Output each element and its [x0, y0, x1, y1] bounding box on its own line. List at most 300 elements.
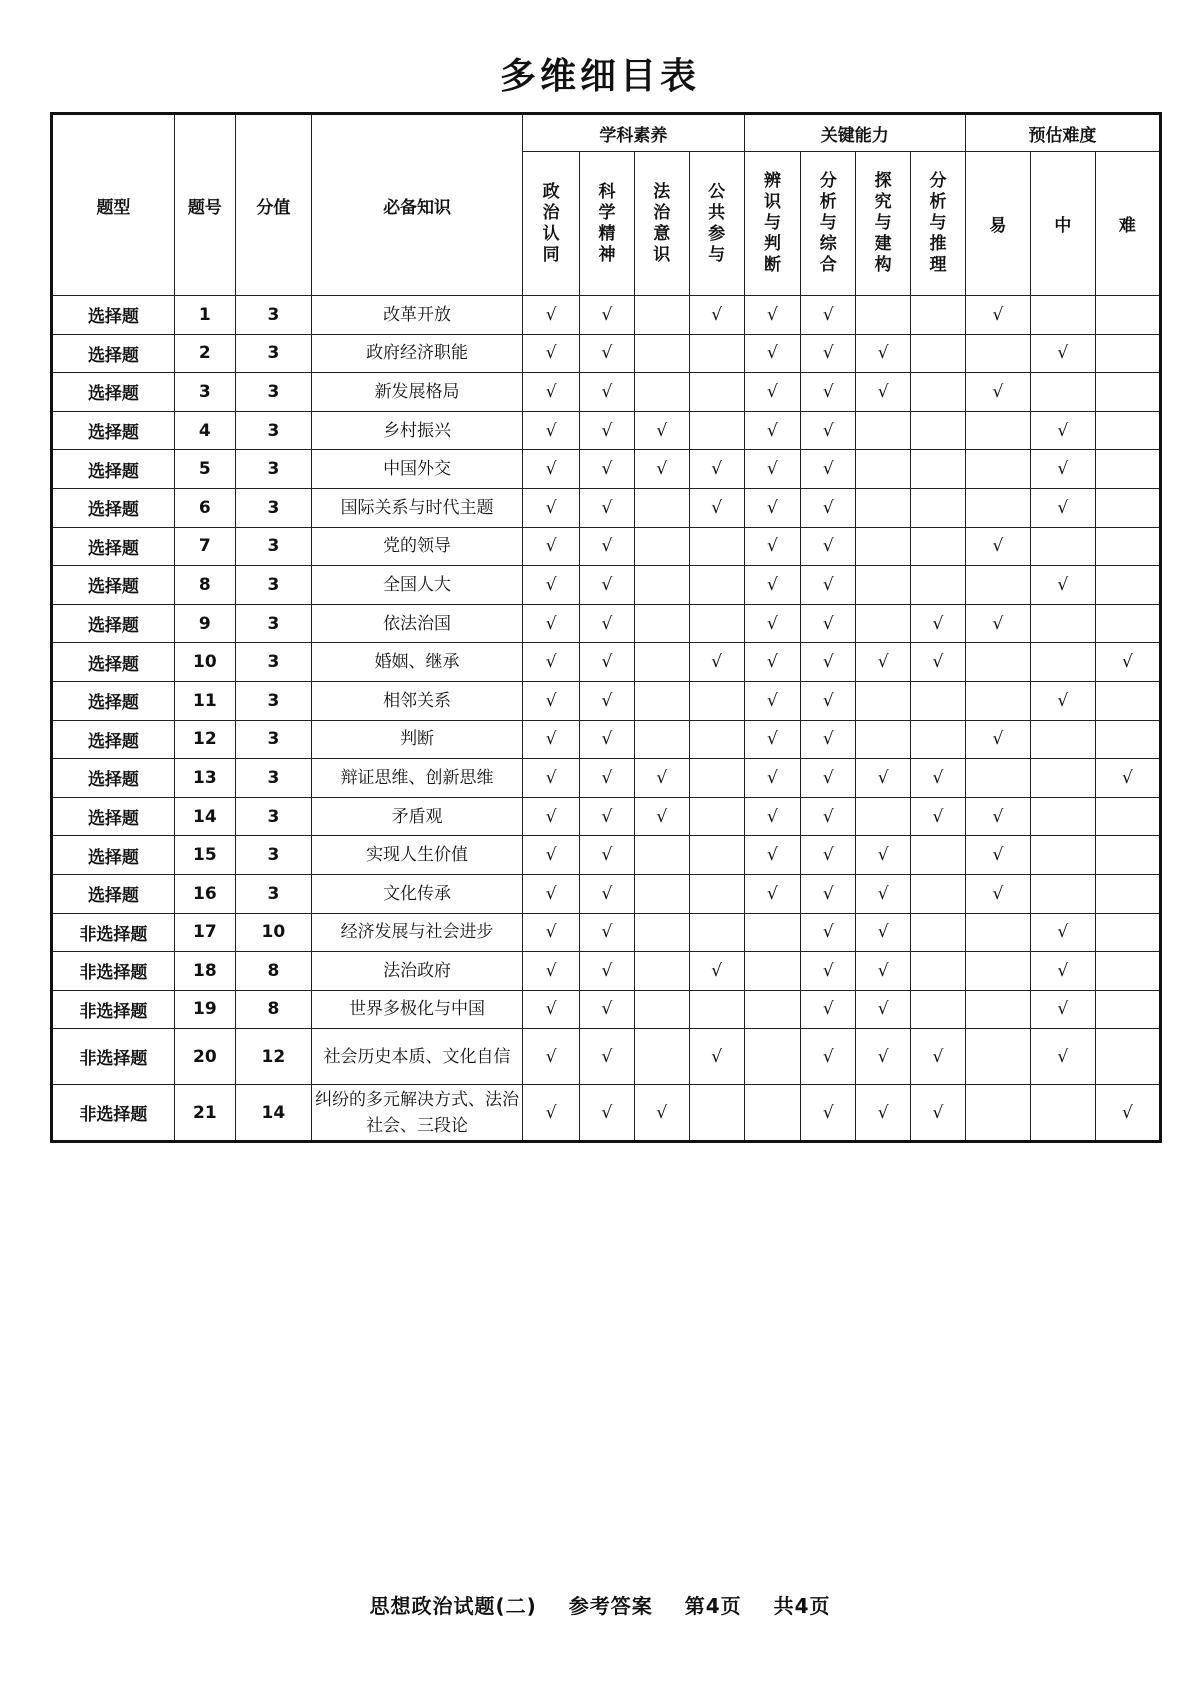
identify-judge-cell	[744, 488, 801, 527]
check-mark: √	[992, 381, 1004, 402]
check-mark: √	[877, 999, 889, 1020]
analyze-synthesize-cell	[801, 797, 856, 836]
public-participation-cell	[689, 566, 744, 605]
easy-cell	[965, 797, 1030, 836]
knowledge-cell: 政府经济职能	[311, 334, 522, 373]
hard-cell	[1095, 1085, 1160, 1142]
analyze-synthesize-cell	[801, 604, 856, 643]
analyze-synthesize-cell	[801, 720, 856, 759]
score-cell: 3	[235, 334, 311, 373]
easy-cell	[965, 913, 1030, 952]
explore-construct-cell	[856, 681, 911, 720]
analyze-synthesize-cell	[801, 527, 856, 566]
scientific-spirit-cell	[580, 604, 635, 643]
check-mark: √	[601, 343, 613, 364]
identify-judge-cell	[744, 296, 801, 335]
analyze-reason-cell	[911, 1029, 966, 1085]
question-number-cell: 6	[174, 488, 235, 527]
table-row	[52, 913, 1161, 952]
score-cell: 3	[235, 527, 311, 566]
analyze-synthesize-cell	[801, 411, 856, 450]
scientific-spirit-cell	[580, 681, 635, 720]
check-mark: √	[822, 613, 834, 634]
check-mark: √	[767, 883, 778, 904]
check-mark: √	[711, 652, 723, 673]
hard-cell	[1095, 604, 1160, 643]
header-hard: 难	[1095, 152, 1160, 296]
table-row	[52, 836, 1161, 875]
question-type-cell: 选择题	[52, 720, 175, 759]
legal-awareness-cell	[634, 759, 689, 798]
check-mark: √	[822, 999, 834, 1020]
question-type-cell: 选择题	[52, 527, 175, 566]
scientific-spirit-cell	[580, 990, 635, 1029]
check-mark: √	[932, 806, 944, 827]
political-identity-cell	[523, 681, 580, 720]
table-row	[52, 373, 1161, 412]
public-participation-cell	[689, 604, 744, 643]
check-mark: √	[545, 343, 557, 364]
score-cell: 3	[235, 411, 311, 450]
knowledge-cell: 依法治国	[311, 604, 522, 643]
legal-awareness-cell	[634, 296, 689, 335]
check-mark: √	[1057, 459, 1069, 480]
analyze-synthesize-cell	[801, 296, 856, 335]
political-identity-cell	[523, 720, 580, 759]
medium-cell	[1030, 1085, 1095, 1142]
check-mark: √	[877, 1102, 889, 1123]
explore-construct-cell	[856, 990, 911, 1029]
easy-cell	[965, 720, 1030, 759]
hard-cell	[1095, 797, 1160, 836]
score-cell: 3	[235, 874, 311, 913]
check-mark: √	[822, 536, 834, 557]
check-mark: √	[992, 806, 1004, 827]
knowledge-cell: 中国外交	[311, 450, 522, 489]
check-mark: √	[656, 806, 668, 827]
question-type-cell: 非选择题	[52, 990, 175, 1029]
public-participation-cell	[689, 411, 744, 450]
knowledge-cell: 经济发展与社会进步	[311, 913, 522, 952]
easy-cell	[965, 450, 1030, 489]
table-row	[52, 527, 1161, 566]
analyze-reason-cell	[911, 604, 966, 643]
check-mark: √	[877, 767, 889, 788]
question-type-cell: 选择题	[52, 488, 175, 527]
question-type-cell: 选择题	[52, 836, 175, 875]
easy-cell	[965, 488, 1030, 527]
check-mark: √	[822, 806, 834, 827]
check-mark: √	[601, 729, 613, 750]
question-number-cell: 20	[174, 1029, 235, 1085]
knowledge-cell: 改革开放	[311, 296, 522, 335]
header-analyze-reason: 分析与推理	[911, 152, 966, 296]
header-easy: 易	[965, 152, 1030, 296]
easy-cell	[965, 334, 1030, 373]
score-cell: 3	[235, 488, 311, 527]
check-mark: √	[601, 497, 613, 518]
check-mark: √	[767, 845, 778, 866]
hard-cell	[1095, 373, 1160, 412]
analyze-synthesize-cell	[801, 759, 856, 798]
header-public-participation: 公共参与	[689, 152, 744, 296]
check-mark: √	[601, 613, 613, 634]
medium-cell	[1030, 296, 1095, 335]
hard-cell	[1095, 952, 1160, 991]
question-type-cell: 选择题	[52, 874, 175, 913]
scientific-spirit-cell	[580, 759, 635, 798]
public-participation-cell	[689, 952, 744, 991]
political-identity-cell	[523, 450, 580, 489]
medium-cell	[1030, 681, 1095, 720]
explore-construct-cell	[856, 913, 911, 952]
check-mark: √	[767, 459, 778, 480]
hard-cell	[1095, 990, 1160, 1029]
check-mark: √	[545, 767, 557, 788]
scientific-spirit-cell	[580, 566, 635, 605]
legal-awareness-cell	[634, 566, 689, 605]
explore-construct-cell	[856, 373, 911, 412]
check-mark: √	[822, 767, 834, 788]
political-identity-cell	[523, 334, 580, 373]
legal-awareness-cell	[634, 527, 689, 566]
political-identity-cell	[523, 296, 580, 335]
check-mark: √	[601, 1102, 613, 1123]
check-mark: √	[877, 343, 889, 364]
analyze-reason-cell	[911, 836, 966, 875]
check-mark: √	[767, 304, 778, 325]
check-mark: √	[767, 497, 778, 518]
analyze-reason-cell	[911, 411, 966, 450]
score-cell: 3	[235, 566, 311, 605]
analyze-synthesize-cell	[801, 488, 856, 527]
check-mark: √	[822, 729, 834, 750]
analyze-reason-cell	[911, 952, 966, 991]
check-mark: √	[992, 729, 1004, 750]
question-type-cell: 选择题	[52, 643, 175, 682]
check-mark: √	[601, 304, 613, 325]
easy-cell	[965, 643, 1030, 682]
check-mark: √	[601, 1046, 613, 1067]
hard-cell	[1095, 1029, 1160, 1085]
score-cell: 3	[235, 720, 311, 759]
public-participation-cell	[689, 913, 744, 952]
analyze-reason-cell	[911, 990, 966, 1029]
hard-cell	[1095, 874, 1160, 913]
check-mark: √	[656, 459, 668, 480]
identify-judge-cell	[744, 681, 801, 720]
medium-cell	[1030, 952, 1095, 991]
analyze-synthesize-cell	[801, 874, 856, 913]
knowledge-cell: 社会历史本质、文化自信	[311, 1029, 522, 1085]
public-participation-cell	[689, 836, 744, 875]
public-participation-cell	[689, 296, 744, 335]
check-mark: √	[601, 574, 613, 595]
check-mark: √	[711, 1046, 723, 1067]
question-number-cell: 14	[174, 797, 235, 836]
question-type-cell: 选择题	[52, 681, 175, 720]
check-mark: √	[932, 1046, 944, 1067]
explore-construct-cell	[856, 952, 911, 991]
hard-cell	[1095, 681, 1160, 720]
identify-judge-cell	[744, 643, 801, 682]
header-score: 分值	[235, 114, 311, 296]
identify-judge-cell	[744, 373, 801, 412]
knowledge-cell: 纠纷的多元解决方式、法治社会、三段论	[311, 1085, 522, 1142]
knowledge-cell: 党的领导	[311, 527, 522, 566]
public-participation-cell	[689, 797, 744, 836]
footer-subject: 思想政治试题(二)	[369, 1594, 537, 1618]
political-identity-cell	[523, 604, 580, 643]
check-mark: √	[545, 1102, 557, 1123]
footer-page: 第4页	[684, 1594, 742, 1618]
medium-cell	[1030, 913, 1095, 952]
political-identity-cell	[523, 1085, 580, 1142]
check-mark: √	[877, 1046, 889, 1067]
page-title: 多维细目表	[499, 56, 700, 97]
check-mark: √	[545, 420, 557, 441]
question-number-cell: 19	[174, 990, 235, 1029]
political-identity-cell	[523, 643, 580, 682]
explore-construct-cell	[856, 720, 911, 759]
check-mark: √	[877, 960, 889, 981]
identify-judge-cell	[744, 334, 801, 373]
check-mark: √	[767, 767, 778, 788]
check-mark: √	[822, 690, 834, 711]
public-participation-cell	[689, 1029, 744, 1085]
legal-awareness-cell	[634, 488, 689, 527]
check-mark: √	[656, 420, 668, 441]
political-identity-cell	[523, 1029, 580, 1085]
check-mark: √	[545, 729, 557, 750]
scientific-spirit-cell	[580, 836, 635, 875]
check-mark: √	[932, 613, 944, 634]
header-knowledge: 必备知识	[311, 114, 522, 296]
hard-cell	[1095, 759, 1160, 798]
check-mark: √	[545, 613, 557, 634]
score-cell: 3	[235, 643, 311, 682]
identify-judge-cell	[744, 604, 801, 643]
table-row	[52, 643, 1161, 682]
political-identity-cell	[523, 874, 580, 913]
analyze-reason-cell	[911, 450, 966, 489]
check-mark: √	[545, 806, 557, 827]
check-mark: √	[545, 652, 557, 673]
check-mark: √	[767, 652, 778, 673]
easy-cell	[965, 1029, 1030, 1085]
check-mark: √	[992, 304, 1004, 325]
check-mark: √	[1057, 574, 1069, 595]
hard-cell	[1095, 720, 1160, 759]
easy-cell	[965, 874, 1030, 913]
check-mark: √	[601, 420, 613, 441]
score-cell: 14	[235, 1085, 311, 1142]
check-mark: √	[1057, 999, 1069, 1020]
easy-cell	[965, 759, 1030, 798]
check-mark: √	[1057, 497, 1069, 518]
check-mark: √	[711, 960, 723, 981]
public-participation-cell	[689, 643, 744, 682]
hard-cell	[1095, 411, 1160, 450]
question-type-cell: 选择题	[52, 373, 175, 412]
check-mark: √	[822, 574, 834, 595]
check-mark: √	[767, 574, 778, 595]
check-mark: √	[545, 960, 557, 981]
score-cell: 3	[235, 836, 311, 875]
header-legal-awareness: 法治意识	[634, 152, 689, 296]
legal-awareness-cell	[634, 1085, 689, 1142]
score-cell: 3	[235, 373, 311, 412]
table-row	[52, 1029, 1161, 1085]
check-mark: √	[601, 459, 613, 480]
legal-awareness-cell	[634, 836, 689, 875]
table-row	[52, 681, 1161, 720]
identify-judge-cell	[744, 759, 801, 798]
political-identity-cell	[523, 566, 580, 605]
check-mark: √	[992, 845, 1004, 866]
hard-cell	[1095, 450, 1160, 489]
medium-cell	[1030, 566, 1095, 605]
check-mark: √	[545, 536, 557, 557]
check-mark: √	[932, 1102, 944, 1123]
political-identity-cell	[523, 797, 580, 836]
check-mark: √	[545, 497, 557, 518]
explore-construct-cell	[856, 334, 911, 373]
header-group-row	[52, 114, 1161, 152]
table-row	[52, 797, 1161, 836]
easy-cell	[965, 411, 1030, 450]
public-participation-cell	[689, 1085, 744, 1142]
check-mark: √	[1057, 420, 1069, 441]
easy-cell	[965, 604, 1030, 643]
scientific-spirit-cell	[580, 720, 635, 759]
explore-construct-cell	[856, 566, 911, 605]
check-mark: √	[1057, 690, 1069, 711]
check-mark: √	[711, 497, 723, 518]
political-identity-cell	[523, 836, 580, 875]
check-mark: √	[545, 304, 557, 325]
medium-cell	[1030, 488, 1095, 527]
question-type-cell: 选择题	[52, 759, 175, 798]
medium-cell	[1030, 450, 1095, 489]
scientific-spirit-cell	[580, 373, 635, 412]
check-mark: √	[822, 1102, 834, 1123]
score-cell: 3	[235, 759, 311, 798]
table-row	[52, 604, 1161, 643]
score-cell: 3	[235, 797, 311, 836]
question-type-cell: 选择题	[52, 450, 175, 489]
score-cell: 10	[235, 913, 311, 952]
scientific-spirit-cell	[580, 643, 635, 682]
check-mark: √	[656, 767, 668, 788]
medium-cell	[1030, 373, 1095, 412]
question-number-cell: 21	[174, 1085, 235, 1142]
question-type-cell: 选择题	[52, 296, 175, 335]
analyze-reason-cell	[911, 759, 966, 798]
identify-judge-cell	[744, 527, 801, 566]
knowledge-cell: 实现人生价值	[311, 836, 522, 875]
explore-construct-cell	[856, 759, 911, 798]
table-row	[52, 296, 1161, 335]
check-mark: √	[767, 420, 778, 441]
header-type: 题型	[52, 114, 175, 296]
hard-cell	[1095, 913, 1160, 952]
analyze-reason-cell	[911, 874, 966, 913]
score-cell: 3	[235, 296, 311, 335]
knowledge-cell: 乡村振兴	[311, 411, 522, 450]
analyze-reason-cell	[911, 681, 966, 720]
medium-cell	[1030, 990, 1095, 1029]
identify-judge-cell	[744, 1029, 801, 1085]
public-participation-cell	[689, 450, 744, 489]
check-mark: √	[822, 960, 834, 981]
table-row	[52, 952, 1161, 991]
table-row	[52, 874, 1161, 913]
public-participation-cell	[689, 681, 744, 720]
check-mark: √	[1057, 922, 1069, 943]
explore-construct-cell	[856, 450, 911, 489]
medium-cell	[1030, 334, 1095, 373]
score-cell: 8	[235, 952, 311, 991]
analyze-synthesize-cell	[801, 990, 856, 1029]
check-mark: √	[822, 381, 834, 402]
header-group-ability: 关键能力	[744, 114, 965, 152]
explore-construct-cell	[856, 296, 911, 335]
table-row	[52, 759, 1161, 798]
scientific-spirit-cell	[580, 952, 635, 991]
table-row	[52, 411, 1161, 450]
easy-cell	[965, 566, 1030, 605]
check-mark: √	[822, 883, 834, 904]
hard-cell	[1095, 527, 1160, 566]
check-mark: √	[822, 922, 834, 943]
public-participation-cell	[689, 373, 744, 412]
question-type-cell: 选择题	[52, 604, 175, 643]
explore-construct-cell	[856, 874, 911, 913]
easy-cell	[965, 296, 1030, 335]
scientific-spirit-cell	[580, 488, 635, 527]
header-group-literacy: 学科素养	[523, 114, 744, 152]
check-mark: √	[1057, 960, 1069, 981]
check-mark: √	[822, 343, 834, 364]
check-mark: √	[601, 960, 613, 981]
legal-awareness-cell	[634, 990, 689, 1029]
score-cell: 3	[235, 604, 311, 643]
knowledge-cell: 法治政府	[311, 952, 522, 991]
legal-awareness-cell	[634, 681, 689, 720]
hard-cell	[1095, 836, 1160, 875]
check-mark: √	[656, 1102, 668, 1123]
check-mark: √	[1057, 1046, 1069, 1067]
analyze-reason-cell	[911, 913, 966, 952]
explore-construct-cell	[856, 797, 911, 836]
knowledge-cell: 新发展格局	[311, 373, 522, 412]
medium-cell	[1030, 604, 1095, 643]
check-mark: √	[711, 304, 723, 325]
legal-awareness-cell	[634, 952, 689, 991]
check-mark: √	[545, 690, 557, 711]
header-num: 题号	[174, 114, 235, 296]
analyze-reason-cell	[911, 720, 966, 759]
public-participation-cell	[689, 334, 744, 373]
knowledge-cell: 国际关系与时代主题	[311, 488, 522, 527]
easy-cell	[965, 1085, 1030, 1142]
legal-awareness-cell	[634, 334, 689, 373]
analyze-reason-cell	[911, 797, 966, 836]
header-explore-construct: 探究与建构	[856, 152, 911, 296]
specification-table	[50, 112, 1162, 1143]
public-participation-cell	[689, 527, 744, 566]
